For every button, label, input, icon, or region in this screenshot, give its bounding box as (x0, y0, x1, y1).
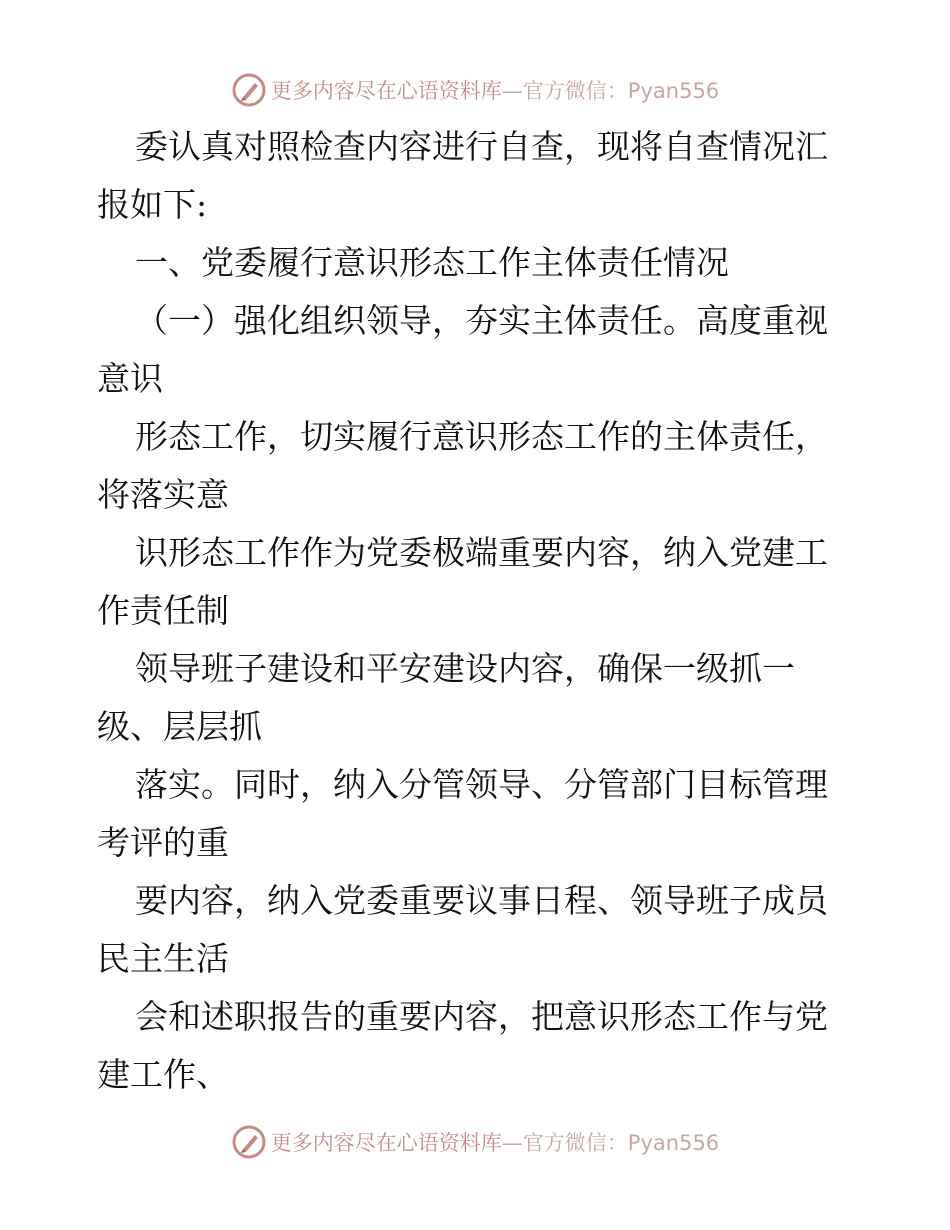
text-line: 识形态工作作为党委极端重要内容，纳入党建工 (135, 533, 828, 572)
pen-logo-icon (231, 72, 267, 108)
pen-logo-icon (231, 1124, 267, 1160)
text-line: 建工作、 (97, 1055, 229, 1094)
header-watermark (0, 72, 950, 108)
text-line: 作责任制 (97, 591, 229, 630)
text-line: 要内容，纳入党委重要议事日程、领导班子成员 (135, 881, 828, 920)
section-heading: 一、党委履行意识形态工作主体责任情况 (135, 243, 729, 282)
watermark-main-text: 更多内容尽在心语资料库 (270, 1131, 502, 1155)
text-line: 形态工作，切实履行意识形态工作的主体责任， (135, 417, 828, 456)
footer-watermark (0, 1124, 950, 1160)
text-line: 领导班子建设和平安建设内容，确保一级抓一 (135, 649, 795, 688)
text-line: 会和述职报告的重要内容，把意识形态工作与党 (135, 997, 828, 1036)
text-line: 将落实意 (97, 475, 229, 514)
document-body (97, 118, 857, 1104)
text-line: 报如下: (97, 185, 208, 224)
text-line: 委认真对照检查内容进行自查，现将自查情况汇 (135, 127, 828, 166)
text-line: 考评的重 (97, 823, 229, 862)
watermark-main-text: 更多内容尽在心语资料库 (270, 79, 502, 103)
text-line: 落实。同时，纳入分管领导、分管部门目标管理 (135, 765, 828, 804)
watermark-sub-text: —官方微信：Pyan556 (501, 79, 720, 103)
watermark-sub-text: —官方微信：Pyan556 (501, 1131, 720, 1155)
text-line: 级、层层抓 (97, 707, 262, 746)
text-line: 意识 (97, 359, 163, 398)
text-line: （一）强化组织领导，夯实主体责任。高度重视 (135, 301, 828, 340)
text-line: 民主生活 (97, 939, 229, 978)
